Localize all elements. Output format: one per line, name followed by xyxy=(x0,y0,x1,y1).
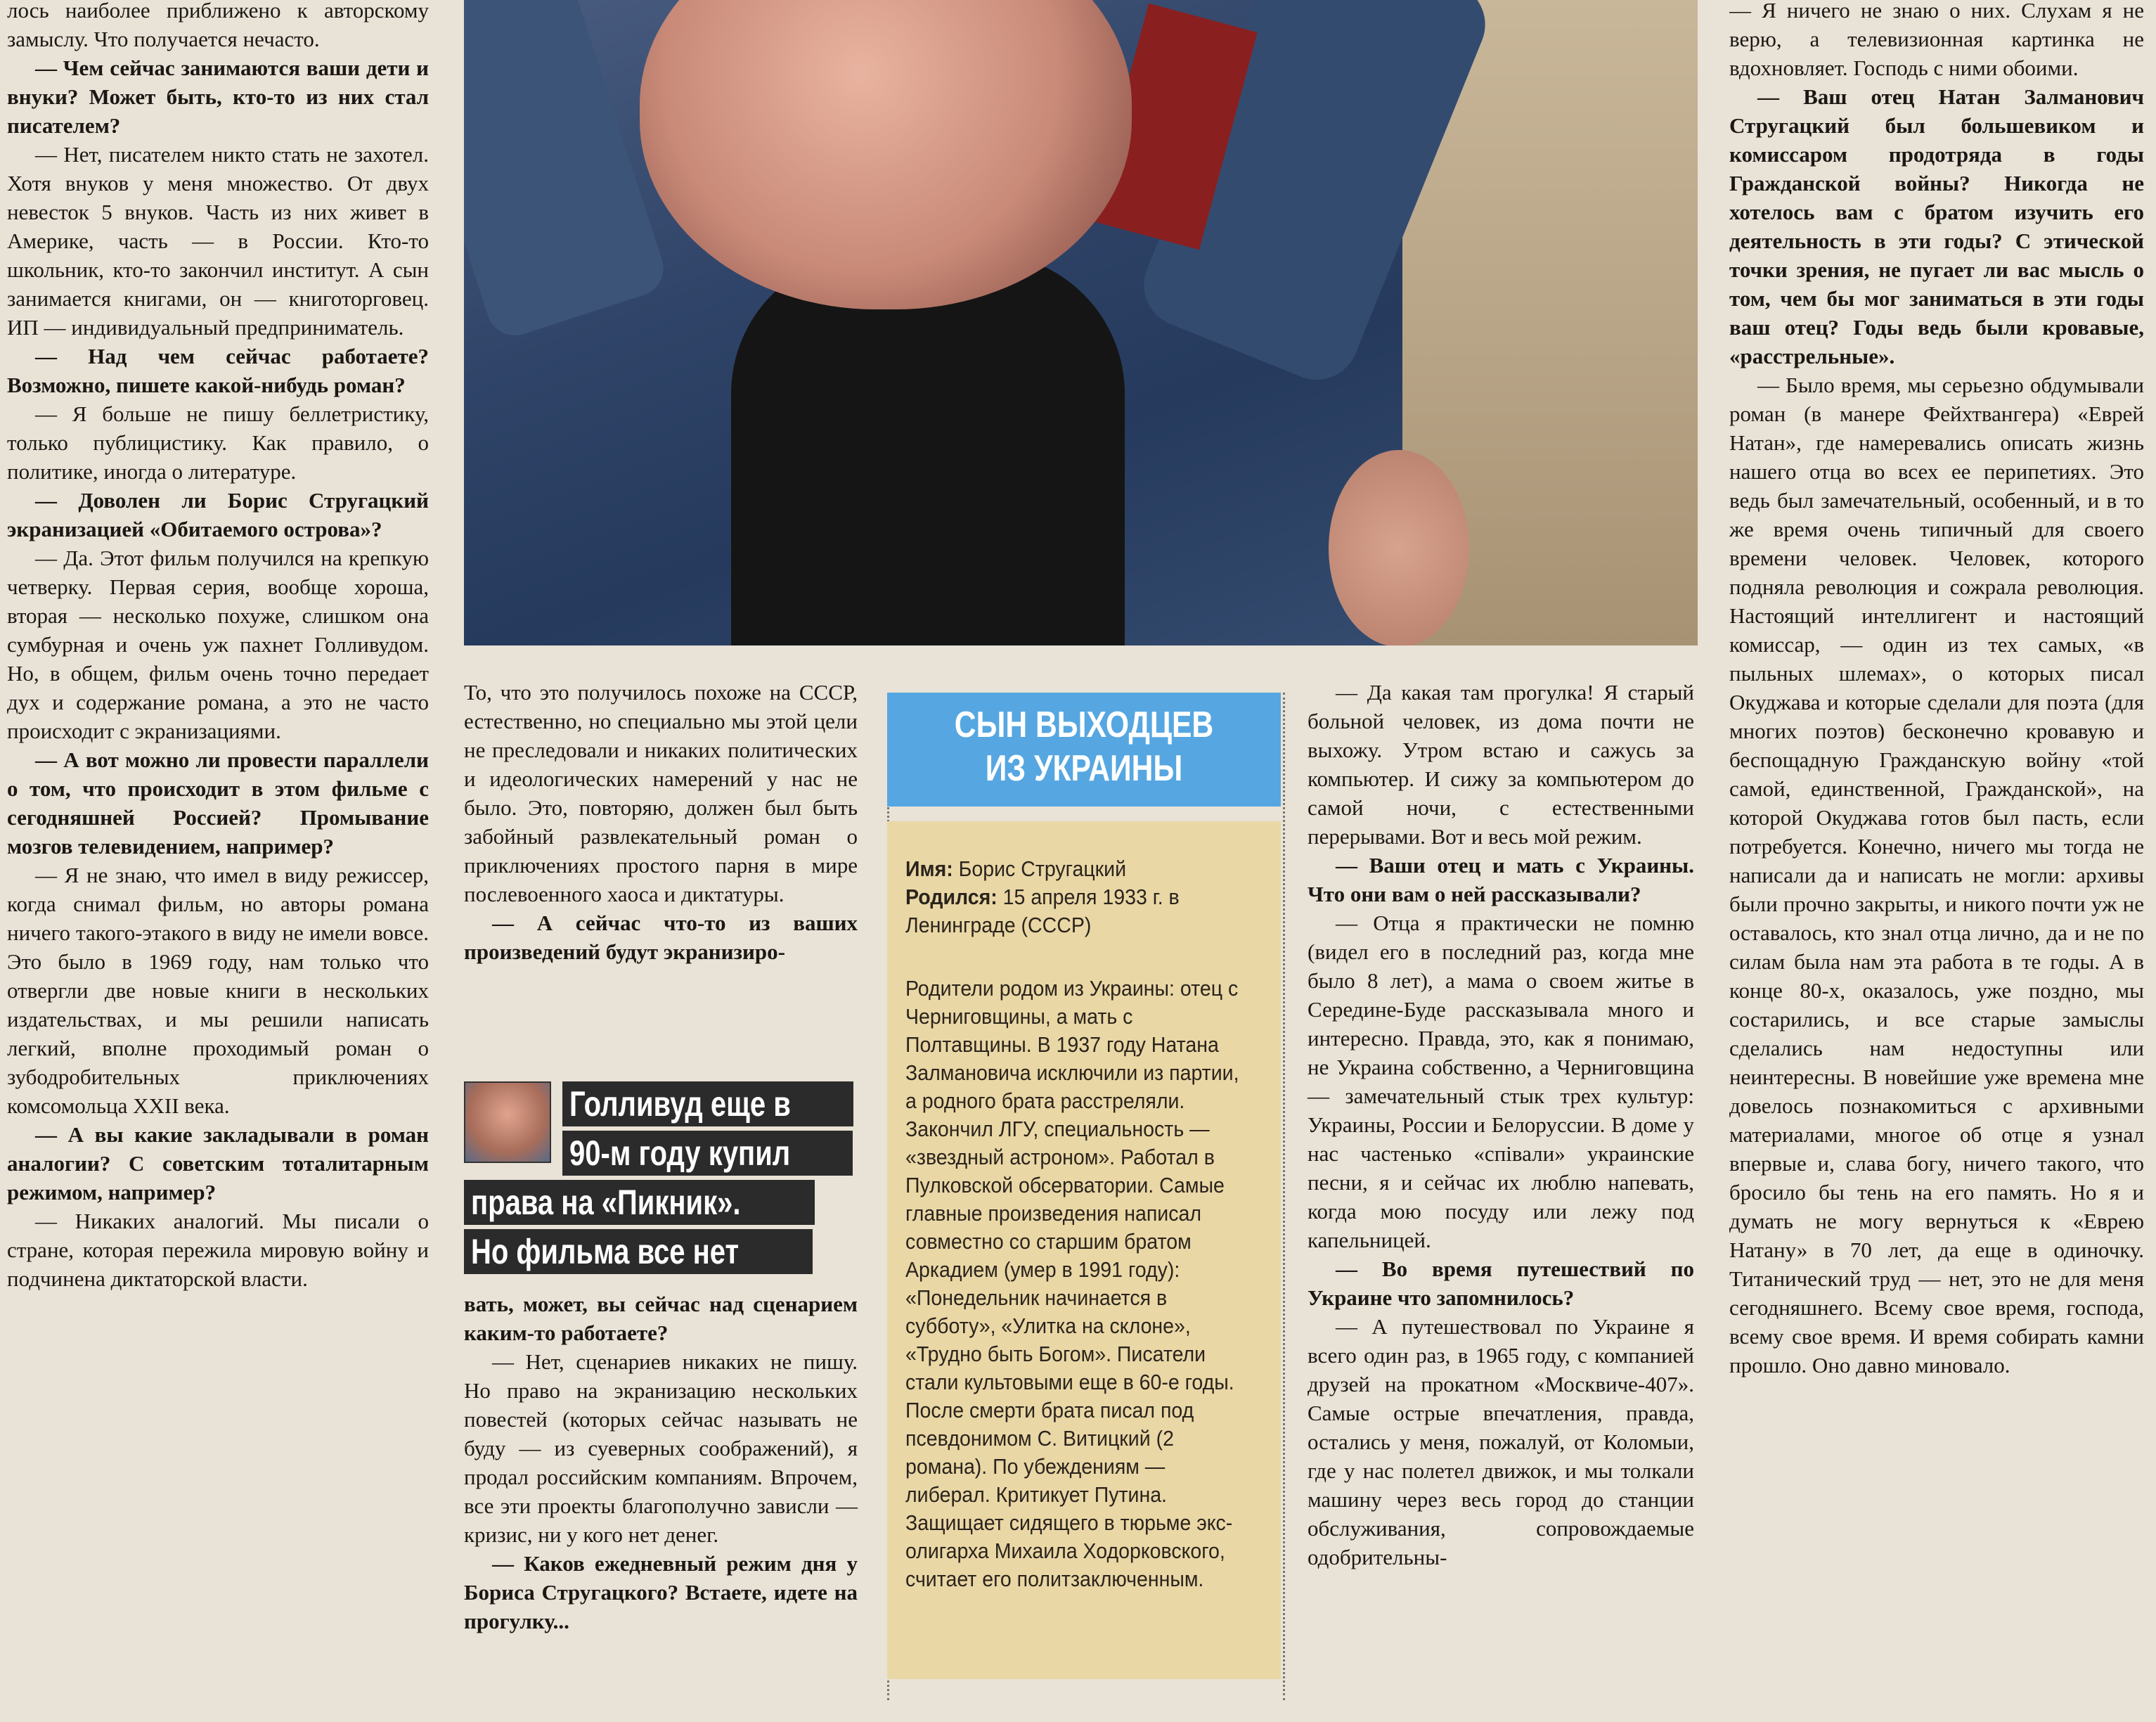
photo-hand xyxy=(1329,450,1469,645)
infobox-title-line: ИЗ УКРАИНЫ xyxy=(985,748,1183,789)
interview-answer: — Я ничего не знаю о них. Слухам я не верю, а телевизионная картинка не вдохновляет. Господь с ними обоими. xyxy=(1729,0,2144,80)
interview-answer: — Никаких аналогий. Мы писали о стране, которая пережила мировую войну и подчинена диктаторской власти. xyxy=(7,1209,429,1291)
pull-quote-portrait xyxy=(464,1081,551,1163)
pull-quote-line: Но фильма все нет xyxy=(464,1229,813,1274)
interview-answer: лось наиболее приближено к авторскому замыслу. Что получается нечасто. xyxy=(7,0,429,51)
infobox-title xyxy=(922,703,1245,790)
infobox-title-line: СЫН ВЫХОДЦЕВ xyxy=(954,705,1214,745)
interview-question: — Ваш отец Натан Залманович Стругацкий был большевиком и комиссаром продотряда в годы Гражданской войны? Никогда не хотелось вам с братом изучить его деятельность в эти годы? С этической точки зрения, не пугает ли вас мысль о том, чем бы мог заниматься в эти годы ваш отец? Годы ведь были кровавые, «расстрельные». xyxy=(1729,84,2144,368)
born-label: Родился: xyxy=(905,885,998,909)
infobox-bio: Родители родом из Украины: отец с Черниговщины, а мать с Полтавщины. В 1937 году Натана Залмановича исключили из партии, а родного брата расстреляли. Закончил ЛГУ, специальность — «звездный астроном». Работал в Пулковской обсерватории. Самые главные произведения написал совместно со старшим братом Аркадием (умер в 1991 году): «Понедельник начинается в субботу», «Улитка на склоне», «Трудно быть Богом». Писатели стали культовыми еще в 60-е годы. После смерти брата писал под псевдонимом С. Витицкий (2 романа). По убеждениям — либерал. Критикует Путина. Защищает сидящего в тюрьме экс-олигарха Михаила Ходорковского, считает его политзаключенным. xyxy=(905,976,1239,1591)
interview-question: — Ваши отец и мать с Украины. Что они вам о ней рассказывали? xyxy=(1308,853,1694,906)
interview-question: — Каков ежедневный режим дня у Бориса Стругацкого? Встаете, идете на прогулку... xyxy=(464,1551,858,1633)
article-column-4 xyxy=(1308,678,1694,1572)
name-label: Имя: xyxy=(905,856,953,881)
interview-question: — Во время путешествий по Украине что запомнилось? xyxy=(1308,1257,1694,1310)
article-column-2-bottom xyxy=(464,1290,858,1636)
photo-shirt xyxy=(731,253,1125,645)
interview-answer: — Нет, сценариев никаких не пишу. Но право на экранизацию нескольких повестей (которых сейчас называть не буду — из суеверных соображений), я продал российским компаниям. Впрочем, все эти проекты благополучно зависли — кризис, ни у кого нет денег. xyxy=(464,1349,858,1547)
photo-left-arm xyxy=(464,0,671,342)
photo-face xyxy=(640,0,1132,309)
interview-answer: То, что это получилось похоже на СССР, естественно, но специально мы этой цели не преследовали и никаких политических и идеологических намерений у нас не было. Это, повторяю, должен был быть забойный развлекательный роман о приключениях простого парня в мире послевоенного хаоса и диктатуры. xyxy=(464,680,858,906)
interview-question: — Доволен ли Борис Стругацкий экранизацией «Обитаемого острова»? xyxy=(7,488,429,541)
article-column-2-top xyxy=(464,678,858,966)
infobox-facts xyxy=(905,855,1241,939)
article-column-1 xyxy=(7,0,429,1722)
author-photo xyxy=(464,0,1698,645)
interview-answer: — Да какая там прогулка! Я старый больной человек, из дома почти не выхожу. Утром встаю и сажусь за компьютер. И сижу за компьютером до самой ночи, с естественными перерывами. Вот и весь мой режим. xyxy=(1308,680,1694,849)
interview-question: — Над чем сейчас работаете? Возможно, пишете какой-нибудь роман? xyxy=(7,344,429,397)
pull-quote-line: 90-м году купил xyxy=(562,1131,853,1176)
interview-answer: — Я не знаю, что имел в виду режиссер, когда снимал фильм, но авторы романа ничего такого-этакого в виду не имели вовсе. Это было в 1969 году, нам только что отвергли две новые книги в нескольких издательствах, и мы решили написать легкий, вполне проходимый роман о зубодробительных приключениях комсомольца XXII века. xyxy=(7,863,429,1118)
interview-answer: — Было время, мы серьезно обдумывали роман (в манере Фейхтвангера) «Еврей Натан», где намеревались описать жизнь нашего отца во всех ее перипетиях. Это ведь был замечательный, особенный, и в то же время очень типичный для своего времени человек. Человек, которого подняла революция и сожрала революция. Настоящий интеллигент и настоящий комиссар, — один из тех самых, «в пыльных шлемах», о которых писал Окуджава и которые сделали для поэта (для многих поэтов) бесконечно кровавую и беспощадную Гражданскую войну «той самой, единственной, Гражданской», на которой Окуджава готов был пасть, если потребуется. Конечно, ничего мы тогда не написали да и написать не могли: архивы были прочно закрыты, и никого почти уж не оставалось, кто знал отца лично, да и не по силам была нам эта работа в те годы. А в конце 80-х, оказалось, уже поздно, мы состарились, и все старые замыслы сделались нам недоступны или неинтересны. В новейшие уже времена мне довелось познакомиться с архивными материалами, многое об отце я узнал впервые и, слава богу, ничего такого, что бросило бы тень на его память. Но я и думать не могу вернуться к «Еврею Натану» в 70 лет, да еще в одиночку. Титанический труд — нет, это не для меня сегодняшнего. Всему свое время, господа, всему свое время. И время собирать камни прошло. Оно давно миновало. xyxy=(1729,373,2144,1377)
interview-question: вать, может, вы сейчас над сценарием каким-то работаете? xyxy=(464,1292,858,1345)
interview-question: — А сейчас что-то из ваших произведений будут экранизиро- xyxy=(464,911,858,964)
born-value: 15 апреля 1933 г. в Ленинграде (СССР) xyxy=(905,885,1180,937)
interview-question: — А вы какие закладывали в роман аналогии? С советским тоталитарным режимом, например? xyxy=(7,1122,429,1204)
name-value: Борис Стругацкий xyxy=(958,856,1127,881)
pull-quote-line: Голливуд еще в xyxy=(562,1081,853,1126)
pull-quote-line: права на «Пикник». xyxy=(464,1180,815,1225)
interview-answer: — Отца я практически не помню (видел его в последний раз, когда мне было 8 лет), а мама о своем житье в Середине-Буде рассказывала много и интересно. Правда, это, как я понимаю, не Украина собственно, а Черниговщина — замечательный стык трех культур: Украины, России и Белоруссии. В доме у нас частенько «співали» украинские песни, я и сейчас их люблю напевать, когда мою посуду или лежу под капельницей. xyxy=(1308,911,1694,1252)
article-column-5 xyxy=(1729,0,2144,1722)
interview-question: — А вот можно ли провести параллели о том, что происходит в этом фильме с сегодняшней Россией? Промывание мозгов телевидением, например? xyxy=(7,747,429,859)
interview-answer: — Да. Этот фильм получился на крепкую четверку. Первая серия, вообще хороша, вторая — несколько похуже, слишком она сумбурная и очень уж пахнет Голливудом. Но, в общем, фильм очень точно передает дух и содержание романа, а это не часто происходит с экранизациями. xyxy=(7,546,429,743)
interview-question: — Чем сейчас занимаются ваши дети и внуки? Может быть, кто-то из них стал писателем? xyxy=(7,56,429,138)
interview-answer: — Нет, писателем никто стать не захотел. Хотя внуков у меня множество. От двух невесток 5 внуков. Часть из них живет в Америке, часть — в России. Кто-то школьник, кто-то закончил институт. А сын занимается книгами, он — книготорговец. ИП — индивидуальный предприниматель. xyxy=(7,142,429,340)
interview-answer: — А путешествовал по Украине я всего один раз, в 1965 году, с компанией друзей на прокатном «Москвиче-407». Самые острые впечатления, правда, остались у меня, пожалуй, от Коломыи, где у нас полетел движок, и мы толкали машину через весь город до станции обслуживания, сопровождаемые одобрительны- xyxy=(1308,1314,1694,1569)
interview-answer: — Я больше не пишу беллетристику, только публицистику. Как правило, о политике, иногда о литературе. xyxy=(7,401,429,484)
